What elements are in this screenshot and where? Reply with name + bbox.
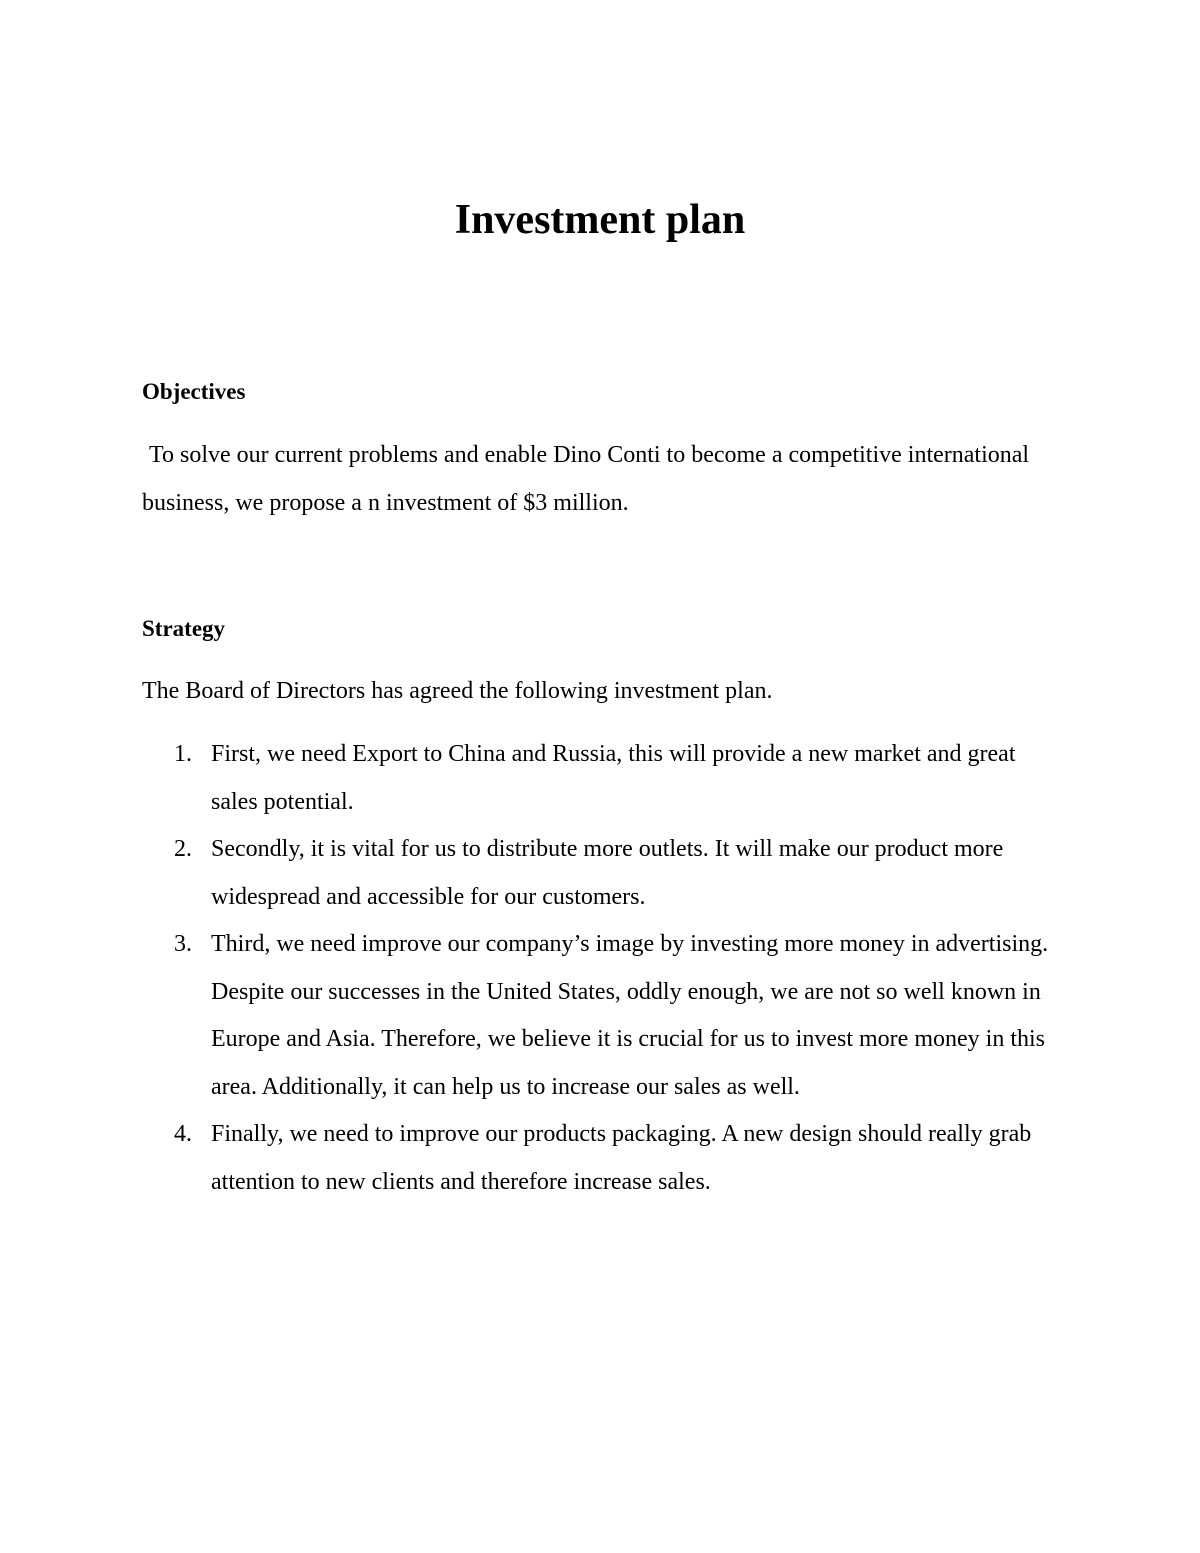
objectives-heading: Objectives (142, 379, 246, 404)
list-item-number: 2. (174, 836, 192, 862)
list-item-text: Secondly, it is vital for us to distribute more outlets. It will make our product more widespread and accessible for our customers. (211, 836, 1004, 910)
document-title: Investment plan (454, 197, 746, 243)
list-item-text: First, we need Export to China and Russia, this will provide a new market and great sales potential. (211, 741, 1016, 815)
list-item-text: Finally, we need to improve our products packaging. A new design should really grab attention to new clients and therefore increase sales. (211, 1121, 1032, 1195)
plan-list-item-4 (142, 1111, 1062, 1206)
plan-list-item-1 (142, 731, 1062, 826)
strategy-heading: Strategy (142, 616, 226, 641)
strategy-intro-paragraph: The Board of Directors has agreed the following investment plan. (142, 678, 773, 704)
list-item-text: Third, we need improve our company’s image by investing more money in advertising. Despite our successes in the United States, oddly enough, we are not so well known in Europe and Asia. Therefore, we believe it is crucial for us to invest more money in this area. Additionally, it can help us to increase our sales as well. (211, 931, 1049, 1100)
list-item-number: 1. (174, 741, 192, 767)
list-item-number: 4. (174, 1121, 192, 1147)
plan-list-item-3 (142, 921, 1062, 1111)
objectives-paragraph: To solve our current problems and enable Dino Conti to become a competitive international business, we propose a n investment of $3 million. (142, 442, 1030, 516)
investment-plan-list (142, 731, 1062, 1206)
plan-list-item-2 (142, 826, 1062, 921)
list-item-number: 3. (174, 931, 192, 957)
